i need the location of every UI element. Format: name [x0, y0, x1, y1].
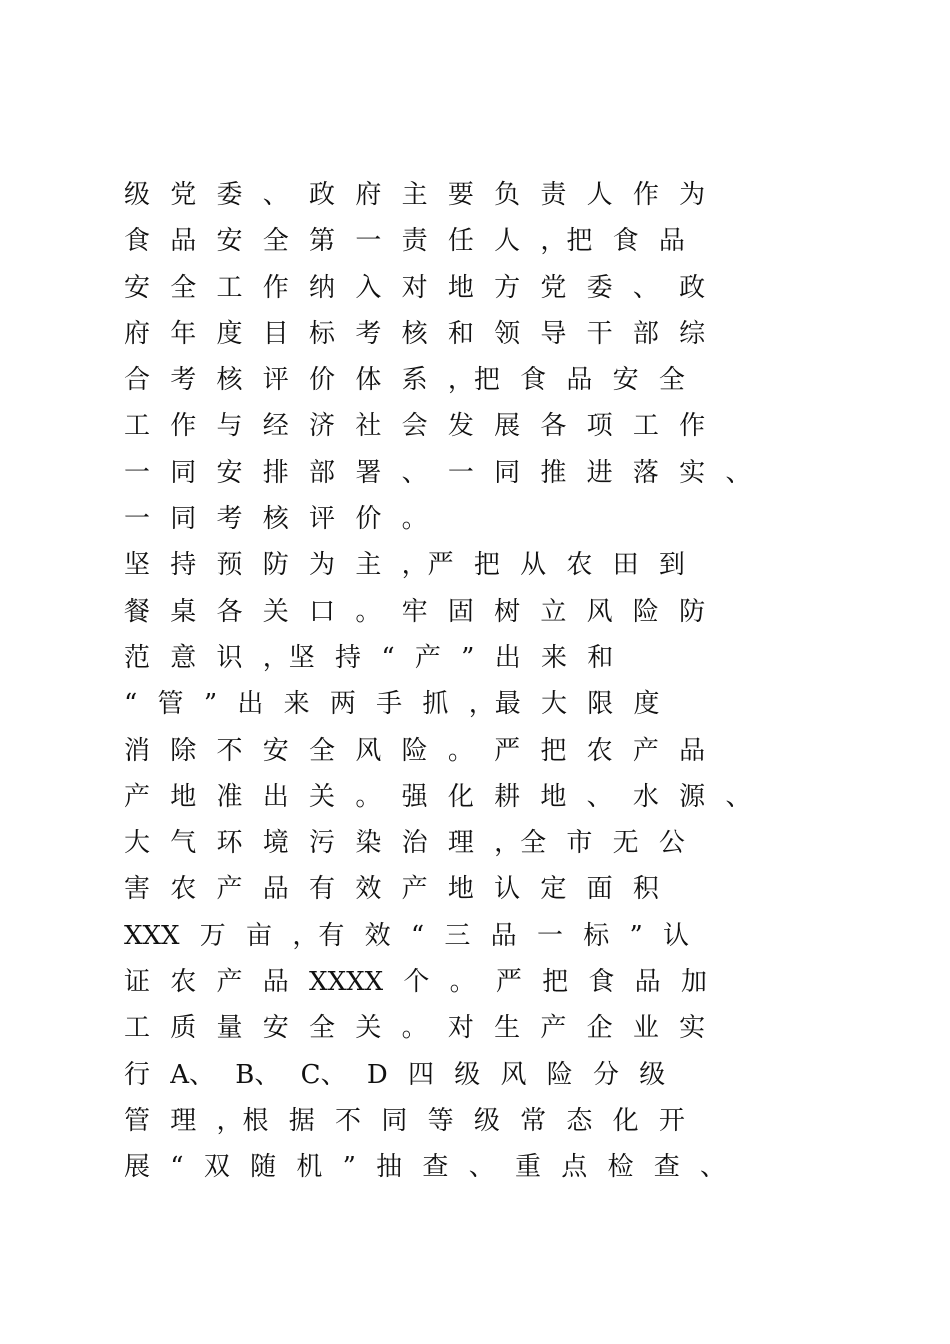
text-line: 消 除 不 安 全 风 险 。 严 把 农 产 品: [124, 735, 706, 766]
text-line: 证 农 产 品 XXXX 个 。 严 把 食 品 加: [124, 967, 707, 998]
text-line: 工 作 与 经 济 社 会 发 展 各 项 工 作: [124, 411, 706, 442]
text-line: 工 质 量 安 全 关 。 对 生 产 企 业 实: [124, 1013, 706, 1044]
text-line: 展 “ 双 随 机 ” 抽 查 、 重 点 检 查 、: [124, 1152, 727, 1183]
text-line: 安 全 工 作 纳 入 对 地 方 党 委 、 政: [124, 272, 706, 303]
text-line: 管 理 ，根 据 不 同 等 级 常 态 化 开: [124, 1105, 685, 1136]
text-line: “ 管 ” 出 来 两 手 抓 ，最 大 限 度: [124, 689, 660, 720]
text-line: 一 同 考 核 评 价 。: [124, 504, 428, 535]
text-line: XXX 万 亩 ，有 效 “ 三 品 一 标 ” 认: [124, 920, 690, 951]
text-line: 坚 持 预 防 为 主 ，严 把 从 农 田 到: [124, 550, 685, 581]
text-line: 范 意 识 ，坚 持 “ 产 ” 出 来 和: [124, 642, 614, 673]
text-line: 合 考 核 评 价 体 系 ，把 食 品 安 全: [124, 365, 685, 396]
text-line: 一 同 安 排 部 署 、 一 同 推 进 落 实 、: [124, 457, 752, 488]
text-line: 府 年 度 目 标 考 核 和 领 导 干 部 综: [124, 318, 706, 349]
text-line: 产 地 准 出 关 。 强 化 耕 地 、 水 源 、: [124, 781, 752, 812]
text-line: 害 农 产 品 有 效 产 地 认 定 面 积: [124, 874, 659, 905]
text-line: 食 品 安 全 第 一 责 任 人 ，把 食 品: [124, 226, 685, 257]
text-line: 餐 桌 各 关 口 。 牢 固 树 立 风 险 防: [124, 596, 706, 627]
text-line: 行 A、 B、 C、 D 四 级 风 险 分 级: [124, 1059, 666, 1090]
text-line: 级 党 委 、 政 府 主 要 负 责 人 作 为: [124, 180, 706, 210]
text-line: 大 气 环 境 污 染 治 理 ，全 市 无 公: [124, 828, 685, 859]
body-text: [124, 172, 844, 1191]
